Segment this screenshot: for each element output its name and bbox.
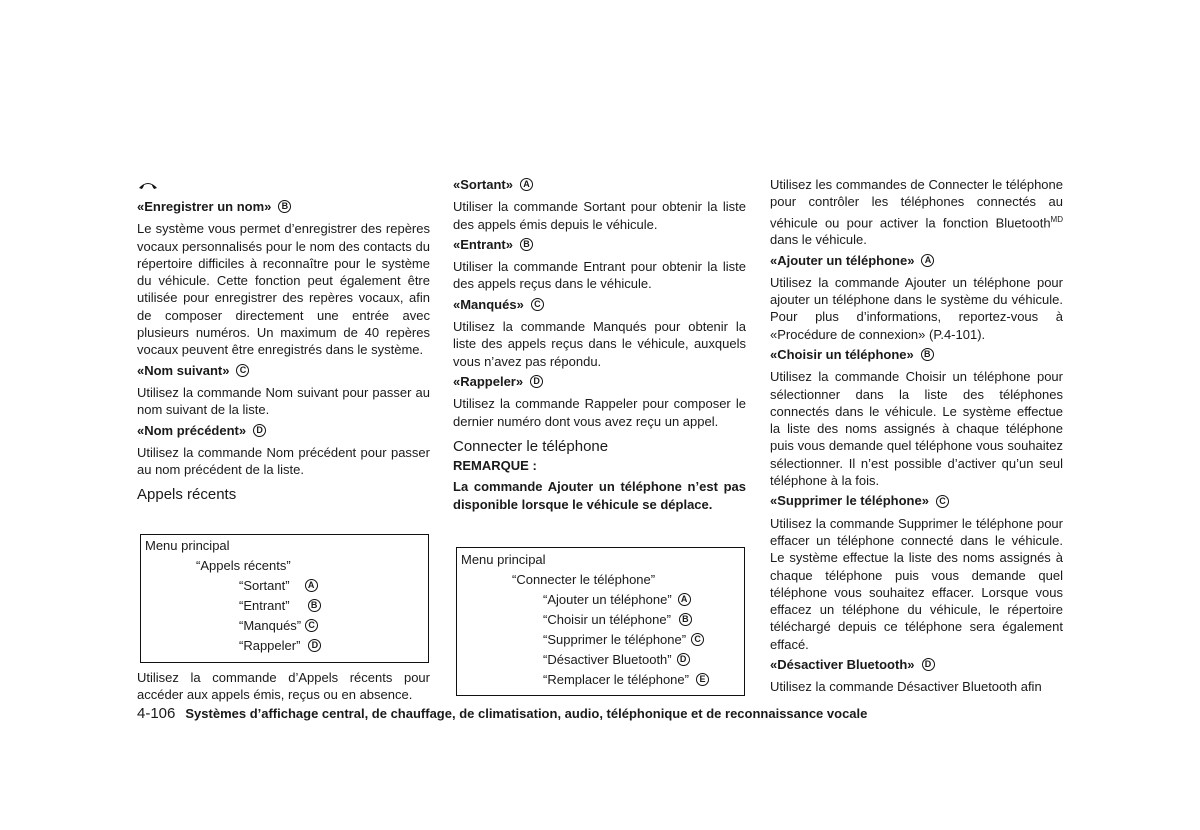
badge-b-icon: B [278, 200, 291, 213]
menu-item [543, 672, 709, 687]
badge-b-icon: B [308, 599, 321, 612]
paragraph: Utilisez la commande Manqués pour obtenir la liste des appels reçus dans le véhicule, auxquels vous n’avez pas répondu. [453, 319, 746, 369]
column-1-bottom [137, 669, 430, 704]
menu-item [239, 618, 318, 633]
badge-a-icon: A [921, 254, 934, 267]
badge-b-icon: B [679, 613, 692, 626]
menu-item-label: “Sortant” [239, 578, 290, 593]
menu-root: Menu principal [461, 552, 546, 567]
paragraph: Utilisez la commande Ajouter un téléphone pour ajouter un téléphone dans le système du véhicule. Pour plus d’informations, reportez-vous à «Procédure de connexion» (P.4-101). [770, 274, 1063, 342]
phone-handset-icon [137, 178, 430, 192]
heading-text: «Choisir un téléphone» [770, 347, 914, 362]
menu-item [239, 638, 321, 653]
paragraph: Utilisez la commande Rappeler pour composer le dernier numéro dont vous avez reçu un appel. [453, 396, 746, 429]
heading-text: «Supprimer le téléphone» [770, 493, 929, 509]
menu-sub: “Appels récents” [196, 558, 291, 573]
menu-item-label: “Ajouter un téléphone” [543, 592, 672, 607]
paragraph: Utilisez la commande Choisir un téléphone pour sélectionner dans la liste des téléphones connectés dans le véhicule. Le système effectue la liste des noms assignés à chaque téléphone puis vous demande quel téléphone vous souhaitez sélectionner. Il n’est possible d’activer qu’un seul téléphone à la fois. [770, 369, 1063, 489]
heading-enregistrer-un-nom [137, 198, 430, 215]
heading-choisir-un-telephone [770, 346, 1063, 363]
heading-manques [453, 296, 746, 313]
paragraph: Utiliser la commande Entrant pour obtenir la liste des appels reçus dans le véhicule. [453, 259, 746, 292]
menu-item-label: “Rappeler” [239, 638, 301, 653]
heading-nom-precedent [137, 422, 430, 439]
paragraph-text: dans le véhicule. [770, 232, 867, 248]
chapter-title: Systèmes d’affichage central, de chauffage, de climatisation, audio, téléphonique et de reconnaissance vocale [185, 706, 868, 721]
badge-a-icon: A [678, 593, 691, 606]
heading-text: «Nom précédent» [137, 422, 247, 438]
heading-text: «Ajouter un téléphone» [770, 252, 915, 268]
menu-sub: “Connecter le téléphone” [512, 572, 656, 587]
heading-rappeler [453, 373, 746, 390]
badge-d-icon: D [530, 375, 543, 388]
heading-text: «Enregistrer un nom» [137, 199, 272, 214]
heading-text: «Nom suivant» [137, 362, 230, 378]
menu-item [543, 592, 691, 607]
column-3 [770, 176, 1063, 696]
paragraph: Utilisez la commande Désactiver Bluetooth afin [770, 679, 1042, 695]
heading-text: «Rappeler» [453, 373, 524, 389]
badge-a-icon: A [305, 579, 318, 592]
menu-item [239, 578, 318, 593]
heading-text: «Sortant» [453, 177, 513, 192]
badge-c-icon: C [236, 364, 249, 377]
heading-supprimer-le-telephone [770, 492, 1063, 509]
page-footer [137, 705, 867, 722]
paragraph: Utilisez la commande Nom suivant pour passer au nom suivant de la liste. [137, 384, 430, 418]
heading-text: «Entrant» [453, 236, 513, 252]
paragraph: Utiliser la commande Sortant pour obtenir la liste des appels émis depuis le véhicule. [453, 199, 746, 232]
heading-sortant [453, 176, 746, 193]
paragraph [770, 176, 1063, 249]
menu-diagram-connecter-le-telephone [456, 547, 745, 696]
section-title: Appels récents [137, 486, 237, 504]
page-number: 4-106 [137, 705, 176, 722]
paragraph-text: Utilisez les commandes de Connecter le téléphone pour contrôler les téléphones connectés au véhicule ou pour activer la fonction Bluetooth [770, 177, 1063, 230]
menu-item-label: “Remplacer le téléphone” [543, 672, 689, 687]
badge-a-icon: A [520, 178, 533, 191]
badge-d-icon: D [922, 658, 935, 671]
badge-d-icon: D [677, 653, 690, 666]
paragraph: Utilisez la commande Supprimer le téléphone pour effacer un téléphone connecté dans le véhicule. Le système effectue la liste des noms assignés à chaque téléphone puis vous demande quel téléphone vous souhaitez effacer. Lorsque vous effacez un téléphone du véhicule, le répertoire téléchargé depuis ce téléphone sera également effacé. [770, 515, 1063, 652]
paragraph: Utilisez la commande Nom précédent pour passer au nom précédent de la liste. [137, 444, 430, 478]
registered-mark: MD [1050, 214, 1063, 224]
badge-c-icon: C [305, 619, 318, 632]
menu-item-label: “Manqués” [239, 618, 302, 633]
menu-item-label: “Désactiver Bluetooth” [543, 652, 672, 667]
badge-d-icon: D [253, 424, 266, 437]
menu-item [239, 598, 321, 613]
menu-item-label: “Entrant” [239, 598, 290, 613]
heading-text: «Désactiver Bluetooth» [770, 657, 915, 673]
menu-item-label: “Choisir un téléphone” [543, 612, 671, 627]
menu-item [543, 612, 692, 627]
badge-c-icon: C [531, 298, 544, 311]
badge-b-icon: B [520, 238, 533, 251]
remark-text: La commande Ajouter un téléphone n’est pas disponible lorsque le véhicule se déplace. [453, 479, 746, 512]
badge-d-icon: D [308, 639, 321, 652]
menu-item [543, 632, 704, 647]
badge-e-icon: E [696, 673, 709, 686]
badge-b-icon: B [921, 348, 934, 361]
badge-c-icon: C [936, 495, 949, 508]
heading-desactiver-bluetooth [770, 656, 1063, 673]
menu-diagram-appels-recents [140, 534, 429, 663]
column-1 [137, 178, 430, 504]
paragraph: Le système vous permet d’enregistrer des repères vocaux personnalisés pour le nom des contacts du répertoire difficiles à reconnaître pour le système du véhicule. Cette fonction peut également être utilisée pour enregistrer des repères vocaux, afin de composer directement une entrée avec plusieurs numéros. Un maximum de 40 repères vocaux peuvent être enregistrés dans le système. [137, 221, 430, 358]
badge-c-icon: C [691, 633, 704, 646]
remark-label: REMARQUE : [453, 458, 537, 474]
menu-item-label: “Supprimer le téléphone” [543, 632, 687, 647]
heading-nom-suivant [137, 362, 430, 379]
section-title: Connecter le téléphone [453, 437, 609, 455]
heading-entrant [453, 236, 746, 253]
paragraph: Utilisez la commande d’Appels récents pour accéder aux appels émis, reçus ou en absence. [137, 670, 430, 703]
heading-ajouter-un-telephone [770, 252, 1063, 269]
menu-item [543, 652, 690, 667]
heading-text: «Manqués» [453, 296, 524, 312]
menu-root: Menu principal [145, 538, 230, 553]
column-2 [453, 176, 746, 513]
